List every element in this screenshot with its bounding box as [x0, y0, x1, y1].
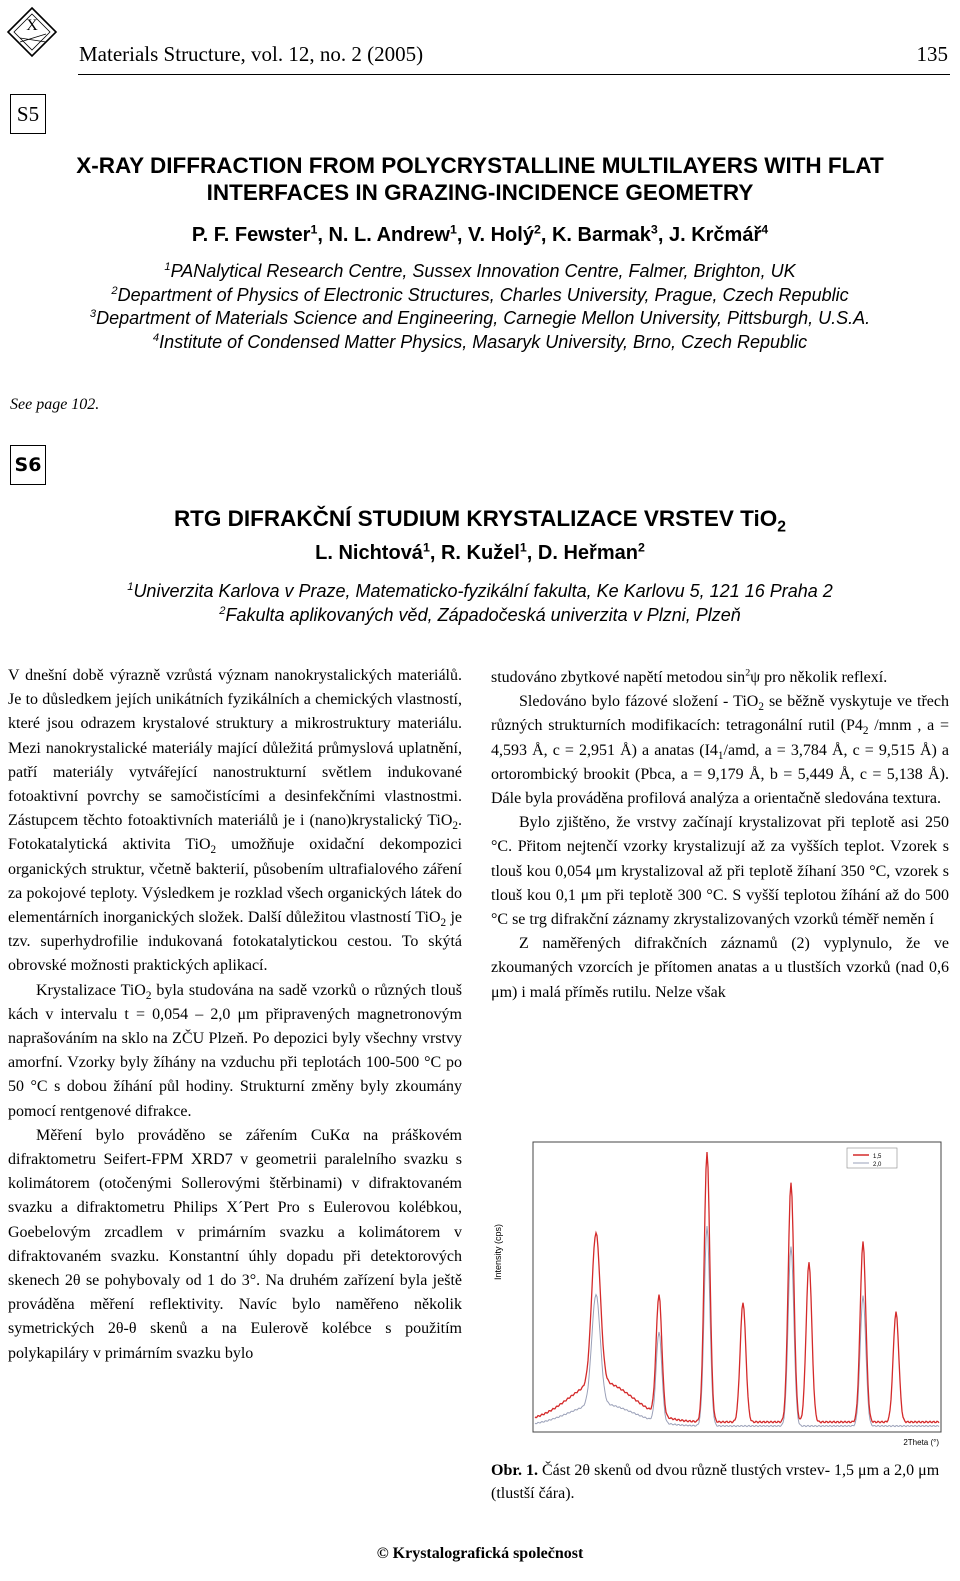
author-affiliation-mark: 4 — [761, 222, 769, 237]
author-affiliation-mark: 2 — [637, 540, 645, 555]
xrd-plot — [491, 1132, 949, 1452]
section-label-s6: S6 — [10, 445, 46, 485]
left-column — [8, 664, 462, 1366]
xrd-trace-thick — [535, 1152, 939, 1423]
s6-title — [0, 505, 960, 536]
s5-affiliations — [0, 260, 960, 354]
plot-frame — [533, 1142, 941, 1432]
body-paragraph: Z naměřených difrakčních záznamů (2) vyplynulo, že ve zkoumaných vzorcích je přítomen anatas a u tlustších vzorků (nad 0,6 μm) i malá příměs rutilu. Nelze však — [491, 935, 949, 1001]
body-paragraph: studováno zbytkové napětí metodou $\sin^2\psi$ pro několik reflexí. — [491, 667, 888, 686]
author-name: L. Nichtová — [315, 542, 423, 564]
s5-title — [0, 152, 960, 206]
right-column — [491, 666, 949, 1005]
author-name: D. Heřman — [537, 542, 638, 564]
author-name: N. L. Andrew — [328, 224, 450, 246]
body-paragraph: Bylo zjištěno, že vrstvy začínají krystalizovat při teplotě asi 250 °C. Přitom nejtenčí vzorky krystalizují až za vyšších teplot. Vzorek s tlouš kou 0,054 μm krystalizoval až při teplotě žíhaní 350 °C, vzorek s tlouš kou 0,1 μm při teplotě 300 °C. S vyšší teplotou žíhání až do 500 °C se trg difrakční záznamy zkrystalizovaných vzorků téměř neměn í — [491, 814, 949, 929]
header-rule — [78, 74, 950, 75]
author-affiliation-mark: 1 — [422, 540, 430, 555]
caption-text: Část 2θ skenů od dvou různě tlustých vrstev- 1,5 μm a 2,0 μm (tlustší čára). — [491, 1462, 940, 1502]
logo-mark-icon — [6, 6, 58, 58]
affiliation-line: $^2$Fakulta aplikovaných věd, Západočeská univerzita v Plzni, Plzeň — [219, 604, 741, 625]
s5-authors: P. F. Fewster$^1$, N. L. Andrew$^1$, V. Holý$^2$, K. Barmak$^3$, J. Krčmář$^4$ — [191, 222, 769, 246]
author-affiliation-mark: 1 — [449, 222, 457, 237]
s6-title-text: RTG DIFRAKČNÍ STUDIUM KRYSTALIZACE VRSTEV TiO — [173, 506, 778, 531]
legend-box — [847, 1148, 897, 1168]
affiliation-line: $^2$Department of Physics of Electronic Structures, Charles University, Prague, Czech Republic — [111, 284, 849, 305]
see-page-note: See page 102. — [10, 396, 100, 413]
body-paragraph: V dnešní době výrazně vzrůstá význam nanokrystalických materiálů. Je to důsledkem jejích unikátních fyzikálních a chemických vlastností, které jsou odrazem krystalové struktury a mikrostruktury materiálu. Mezi nanokrystalické materiály mající důležitá průmyslová uplatnění, patří materiály vytvářející nanostrukturní světlem indukované fotoaktivní povrchy se samočistícími a desinfekčními vlastnostmi. Zástupcem těchto fotoaktivních materiálů je i (nano)krystalický TiO$_2$. Fotokatalytická aktivita TiO$_2$ umožňuje oxidační dekompozici organických struktur, včetně bakterií, působením ultrafialového záření za pokojové teploty. Výsledkem je rozklad všech organických látek do elementárních inorganických složek. Další důležitou vlastností TiO$_2$ je tzv. superhydrofilie indukovaná fotokatalytickou cestou. To skýtá obrovské možnosti praktických aplikací. — [8, 667, 463, 975]
xrd-figure — [491, 1132, 949, 1452]
affiliation-line: $^3$Department of Materials Science and Engineering, Carnegie Mellon University, Pittsburgh, U.S.A. — [89, 308, 871, 328]
author-name: V. Holý — [467, 224, 534, 246]
journal-logo — [6, 6, 58, 58]
affiliation-line: $^1$Univerzita Karlova v Praze, Matematicko-fyzikální fakulta, Ke Karlovu 5, 121 16 Praha 2 — [127, 581, 833, 601]
page-number: 135 — [916, 42, 948, 66]
s5-title-line: INTERFACES IN GRAZING-INCIDENCE GEOMETRY — [206, 180, 754, 205]
body-paragraph: Měření bylo prováděno se zářením CuKα na práškovém difraktometru Seifert-FPM XRD7 v geometrii paralelního svazku s kolimátorem (otočenými Sollerovými štěrbinami) v difraktovaném svazku a difraktometru Philips X´Pert Pro s Eulerovou kolébkou, Goebelovým zrcadlem v primárním svazku a kolimátorem v difraktovaném svazku. Konstantní úhly dopadu při detektorových skenech 2θ se pohybovaly od 1 do 3°. Na druhém zařízení byla ještě prováděna měření reflektivity. Navíc bylo naměřeno několik symetrických 2θ-θ skenů a na Eulerově kolébce s použitím polykapiláry v primárním svazku bylo — [8, 1126, 462, 1362]
s6-title-subscript: 2 — [777, 518, 787, 536]
journal-title: Materials Structure, vol. 12, no. 2 (2005) — [79, 42, 424, 66]
s5-title-line: X-RAY DIFFRACTION FROM POLYCRYSTALLINE MULTILAYERS WITH FLAT — [76, 153, 884, 178]
author-affiliation-mark: 3 — [650, 222, 658, 237]
xrd-trace-thin — [535, 1226, 939, 1427]
author-name: J. Krčmář — [668, 224, 762, 246]
affiliation-line: $^4$Institute of Condensed Matter Physics, Masaryk University, Brno, Czech Republic — [152, 331, 808, 352]
author-affiliation-mark: 1 — [519, 540, 527, 555]
y-axis-label: Intensity (cps) — [493, 1223, 503, 1281]
x-axis-label: 2Theta (°) — [903, 1438, 939, 1447]
author-name: R. Kužel — [440, 542, 520, 564]
affiliation-line: $^1$PANalytical Research Centre, Sussex Innovation Centre, Falmer, Brighton, UK — [164, 261, 796, 281]
body-paragraph: Sledováno bylo fázové složení - TiO$_2$ se běžně vyskytuje ve třech různých strukturních modifikacích: tetragonální rutil ($P4_2$ /mnm , a = 4,593 Å, c = 2,951 Å) a anatas ($I4_1$/amd, a = 3,784 Å, c = 9,515 Å) a ortorombický brookit (Pbca, a = 9,179 Å, b = 5,449 Å, c = 5,138 Å). Dále byla prováděna profilová analýza a orientačně sledována textura. — [491, 693, 950, 808]
author-name: P. F. Fewster — [191, 224, 311, 246]
author-affiliation-mark: 1 — [310, 222, 318, 237]
body-paragraph: Krystalizace TiO$_2$ byla studována na sadě vzorků o různých tlouš kách v intervalu t = 0,054 – 2,0 μm připravených magnetronovým naprašováním na sklo na ZČU Plzeň. Po depozici byly všechny vrstvy amorfní. Vzorky byly žíhány na vzduchu při teplotách 100-500 °C po 50 °C s dobou žíhání půl hodiny. Strukturní změny byly zkoumány pomocí rentgenové difrakce. — [8, 981, 463, 1120]
legend-label-2: 2,0 — [873, 1162, 882, 1168]
figure-caption — [491, 1459, 949, 1505]
author-affiliation-mark: 2 — [533, 222, 541, 237]
s6-affiliations — [0, 580, 960, 627]
caption-label: Obr. 1. — [491, 1462, 538, 1479]
logo-letter: X — [26, 17, 38, 34]
s6-authors: L. Nichtová$^1$, R. Kužel$^1$, D. Heřman$^2$ — [315, 540, 645, 564]
page-footer: © Krystalografická společnost — [376, 1545, 584, 1562]
section-label-s5: S5 — [10, 94, 46, 134]
author-name: K. Barmak — [551, 224, 651, 246]
legend-label-1: 1,5 — [873, 1154, 882, 1160]
